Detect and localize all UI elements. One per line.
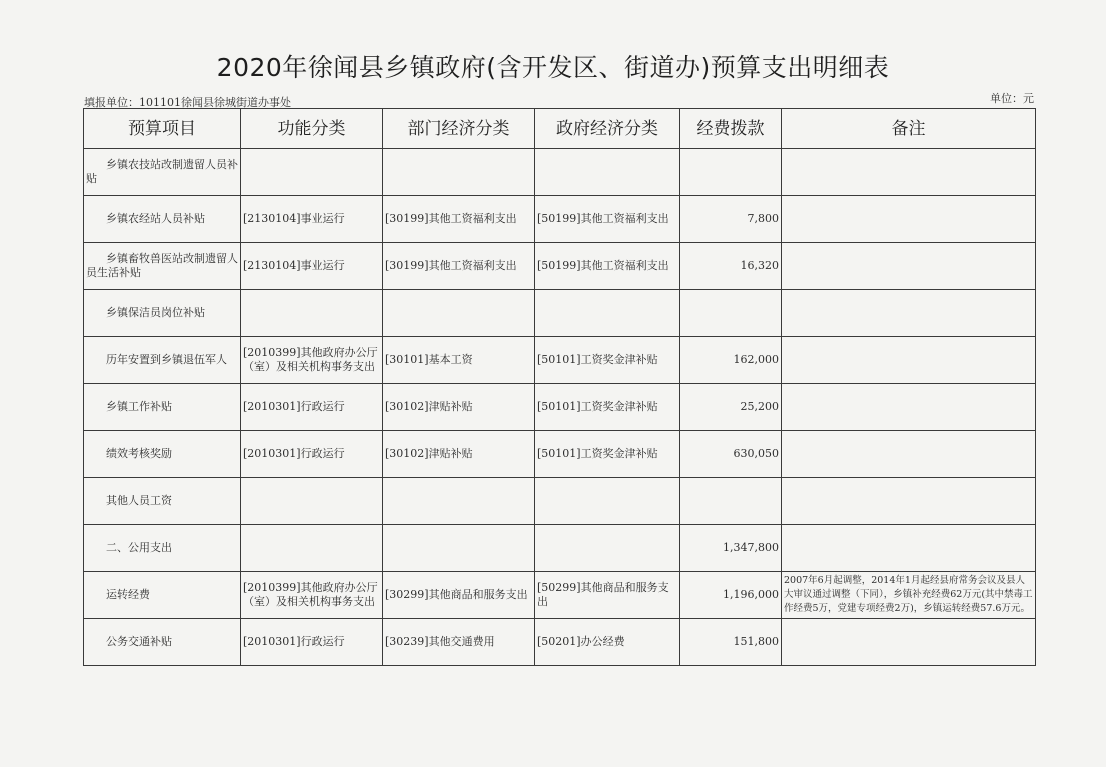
remarks-cell	[782, 243, 1036, 290]
funding-amount-cell: 25,200	[680, 384, 782, 431]
dept-econ-class-cell	[383, 149, 535, 196]
header-gov-econ-class: 政府经济分类	[535, 109, 680, 149]
fill-unit-label: 填报单位：101101徐闻县徐城街道办事处	[84, 96, 291, 109]
dept-econ-class-cell: [30199]其他工资福利支出	[383, 196, 535, 243]
budget-item-label: 二、公用支出	[106, 541, 172, 554]
funding-amount-cell: 16,320	[680, 243, 782, 290]
function-class-cell: [2130104]事业运行	[241, 243, 383, 290]
funding-amount-cell	[680, 290, 782, 337]
gov-econ-class-cell: [50101]工资奖金津补贴	[535, 384, 680, 431]
funding-amount-cell: 1,347,800	[680, 525, 782, 572]
page-title: 2020年徐闻县乡镇政府(含开发区、街道办)预算支出明细表	[216, 53, 890, 82]
dept-econ-class-cell: [30101]基本工资	[383, 337, 535, 384]
funding-amount-cell: 630,050	[680, 431, 782, 478]
table-row	[84, 431, 1036, 478]
funding-amount-cell: 162,000	[680, 337, 782, 384]
budget-item-cell	[84, 196, 241, 243]
remarks-cell	[782, 478, 1036, 525]
header-remarks: 备注	[782, 109, 1036, 149]
dept-econ-class-cell	[383, 290, 535, 337]
function-class-cell	[241, 290, 383, 337]
budget-item-label: 乡镇工作补贴	[106, 400, 172, 413]
table-header-row	[84, 109, 1036, 149]
budget-item-label: 乡镇农经站人员补贴	[106, 212, 205, 225]
table-row	[84, 243, 1036, 290]
budget-item-cell	[84, 290, 241, 337]
budget-item-label: 历年安置到乡镇退伍军人	[106, 353, 227, 366]
budget-item-cell	[84, 525, 241, 572]
gov-econ-class-cell	[535, 525, 680, 572]
funding-amount-cell: 151,800	[680, 619, 782, 666]
table-row	[84, 290, 1036, 337]
remarks-cell	[782, 619, 1036, 666]
table-row	[84, 478, 1036, 525]
gov-econ-class-cell	[535, 290, 680, 337]
remarks-cell	[782, 149, 1036, 196]
gov-econ-class-cell	[535, 478, 680, 525]
function-class-cell: [2010301]行政运行	[241, 619, 383, 666]
budget-item-label: 运转经费	[106, 588, 150, 601]
function-class-cell: [2010399]其他政府办公厅（室）及相关机构事务支出	[241, 572, 383, 619]
table-row	[84, 196, 1036, 243]
function-class-cell: [2130104]事业运行	[241, 196, 383, 243]
gov-econ-class-cell: [50201]办公经费	[535, 619, 680, 666]
function-class-cell: [2010301]行政运行	[241, 431, 383, 478]
remarks-cell: 2007年6月起调整，2014年1月起经县府常务会议及县人大审议通过调整（下同），乡镇补充经费62万元(其中禁毒工作经费5万，党建专项经费2万)，乡镇运转经费57.6万元。	[782, 572, 1036, 619]
dept-econ-class-cell: [30299]其他商品和服务支出	[383, 572, 535, 619]
budget-item-cell	[84, 478, 241, 525]
gov-econ-class-cell: [50199]其他工资福利支出	[535, 243, 680, 290]
gov-econ-class-cell: [50101]工资奖金津补贴	[535, 337, 680, 384]
budget-item-cell	[84, 149, 241, 196]
header-function-class: 功能分类	[241, 109, 383, 149]
header-funding: 经费拨款	[680, 109, 782, 149]
funding-amount-cell	[680, 149, 782, 196]
gov-econ-class-cell	[535, 149, 680, 196]
dept-econ-class-cell	[383, 525, 535, 572]
remarks-cell	[782, 337, 1036, 384]
table-row	[84, 619, 1036, 666]
function-class-cell: [2010301]行政运行	[241, 384, 383, 431]
table-row	[84, 149, 1036, 196]
budget-item-cell	[84, 337, 241, 384]
funding-amount-cell: 1,196,000	[680, 572, 782, 619]
dept-econ-class-cell: [30239]其他交通费用	[383, 619, 535, 666]
table-row	[84, 337, 1036, 384]
budget-item-cell	[84, 243, 241, 290]
dept-econ-class-cell: [30102]津贴补贴	[383, 384, 535, 431]
remarks-cell	[782, 196, 1036, 243]
dept-econ-class-cell	[383, 478, 535, 525]
table-row	[84, 525, 1036, 572]
header-dept-econ-class: 部门经济分类	[383, 109, 535, 149]
dept-econ-class-cell: [30102]津贴补贴	[383, 431, 535, 478]
header-budget-item: 预算项目	[84, 109, 241, 149]
remarks-cell	[782, 525, 1036, 572]
remarks-cell	[782, 290, 1036, 337]
budget-item-label: 乡镇畜牧兽医站改制遗留人员生活补贴	[86, 252, 238, 279]
budget-item-cell	[84, 572, 241, 619]
remarks-cell	[782, 384, 1036, 431]
budget-item-cell	[84, 384, 241, 431]
budget-item-label: 乡镇农技站改制遗留人员补贴	[86, 158, 238, 185]
remarks-cell	[782, 431, 1036, 478]
dept-econ-class-cell: [30199]其他工资福利支出	[383, 243, 535, 290]
table-row	[84, 384, 1036, 431]
funding-amount-cell	[680, 478, 782, 525]
budget-table	[83, 108, 1036, 666]
budget-item-label: 乡镇保洁员岗位补贴	[106, 306, 205, 319]
function-class-cell	[241, 525, 383, 572]
function-class-cell: [2010399]其他政府办公厅（室）及相关机构事务支出	[241, 337, 383, 384]
budget-item-label: 绩效考核奖励	[106, 447, 172, 460]
gov-econ-class-cell: [50299]其他商品和服务支出	[535, 572, 680, 619]
table-row	[84, 572, 1036, 619]
function-class-cell	[241, 478, 383, 525]
budget-item-label: 公务交通补贴	[106, 635, 172, 648]
gov-econ-class-cell: [50101]工资奖金津补贴	[535, 431, 680, 478]
budget-item-cell	[84, 431, 241, 478]
function-class-cell	[241, 149, 383, 196]
currency-unit-label: 单位：元	[990, 92, 1034, 105]
funding-amount-cell: 7,800	[680, 196, 782, 243]
gov-econ-class-cell: [50199]其他工资福利支出	[535, 196, 680, 243]
budget-item-label: 其他人员工资	[106, 494, 172, 507]
budget-item-cell	[84, 619, 241, 666]
